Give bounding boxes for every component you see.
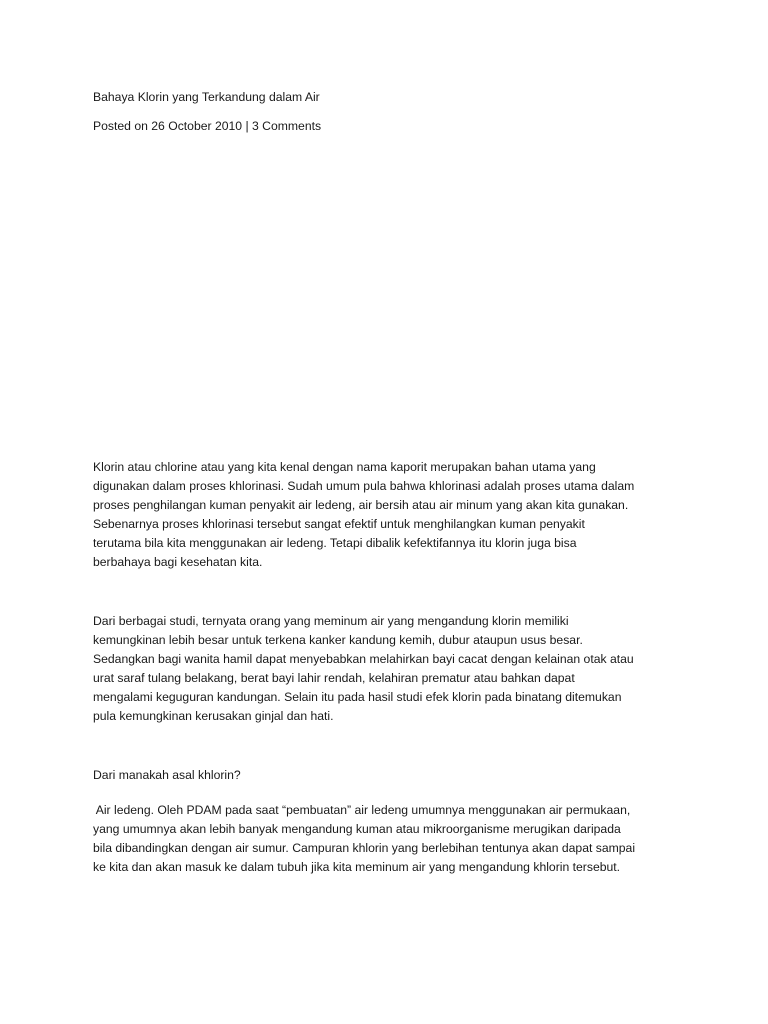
paragraph-line: bila dibandingkan dengan air sumur. Campuran khlorin yang berlebihan tentunya akan dapat sampai: [93, 841, 636, 855]
paragraph-line: Klorin atau chlorine atau yang kita kenal dengan nama kaporit merupakan bahan utama yang: [93, 460, 596, 474]
subheading: Dari manakah asal khlorin?: [93, 768, 241, 782]
paragraph-3: [93, 801, 635, 877]
article-meta: Posted on 26 October 2010 | 3 Comments: [93, 119, 322, 133]
paragraph-line: berbahaya bagi kesehatan kita.: [93, 555, 263, 569]
paragraph-2: [93, 612, 634, 726]
paragraph-line: terutama bila kita menggunakan air ledeng. Tetapi dibalik kefektifannya itu klorin juga bisa: [93, 536, 577, 550]
article-title: Bahaya Klorin yang Terkandung dalam Air: [93, 90, 320, 104]
paragraph-line: mengalami keguguran kandungan. Selain itu pada hasil studi efek klorin pada binatang ditemukan: [93, 690, 622, 704]
paragraph-line: kemungkinan lebih besar untuk terkena kanker kandung kemih, dubur ataupun usus besar.: [93, 633, 583, 647]
paragraph-line: ke kita dan akan masuk ke dalam tubuh jika kita meminum air yang mengandung khlorin tersebut.: [93, 860, 621, 874]
paragraph-line: urat saraf tulang belakang, berat bayi lahir rendah, kelahiran prematur atau bahkan dapat: [93, 671, 575, 685]
paragraph-line: yang umumnya akan lebih banyak mengandung kuman atau mikroorganisme merugikan daripada: [93, 822, 621, 836]
paragraph-line: Sedangkan bagi wanita hamil dapat menyebabkan melahirkan bayi cacat dengan kelainan otak atau: [93, 652, 634, 666]
paragraph-1: [93, 458, 634, 572]
paragraph-line: proses penghilangan kuman penyakit air ledeng, air bersih atau air minum yang akan kita gunakan.: [93, 498, 629, 512]
paragraph-line: Sebenarnya proses khlorinasi tersebut sangat efektif untuk menghilangkan kuman penyakit: [93, 517, 585, 531]
paragraph-line: Air ledeng. Oleh PDAM pada saat “pembuatan” air ledeng umumnya menggunakan air permukaan,: [93, 803, 631, 817]
paragraph-line: pula kemungkinan kerusakan ginjal dan hati.: [93, 709, 334, 723]
paragraph-line: Dari berbagai studi, ternyata orang yang meminum air yang mengandung klorin memiliki: [93, 614, 569, 628]
paragraph-line: digunakan dalam proses khlorinasi. Sudah umum pula bahwa khlorinasi adalah proses utama dalam: [93, 479, 635, 493]
